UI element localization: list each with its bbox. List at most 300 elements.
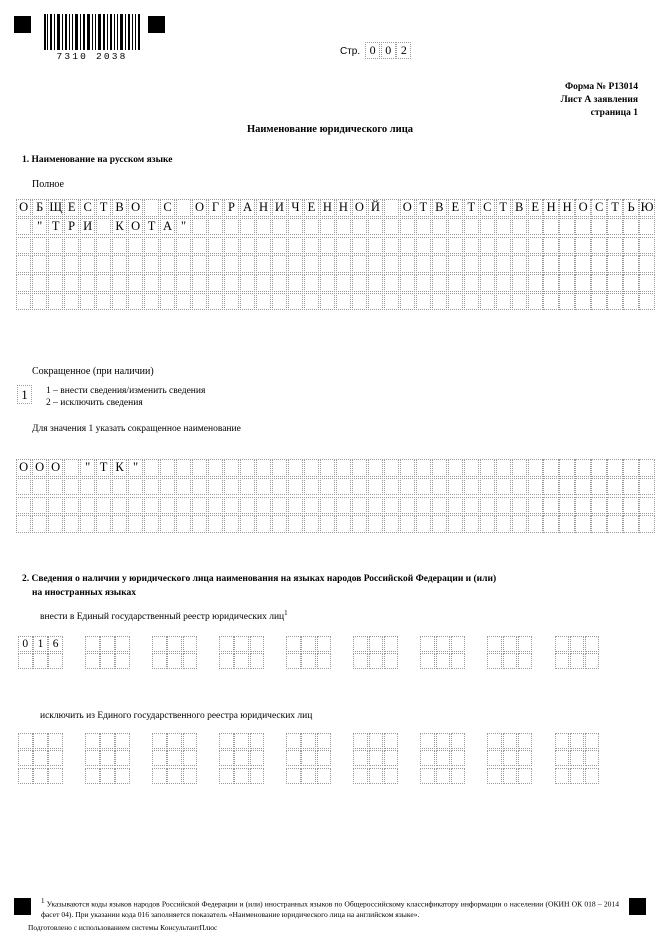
code-cell[interactable] (555, 733, 570, 749)
include-code-group[interactable] (420, 636, 466, 671)
text-cell[interactable] (48, 255, 63, 273)
text-cell[interactable] (416, 478, 431, 496)
text-cell[interactable]: О (32, 459, 47, 477)
text-cell[interactable] (336, 497, 351, 515)
text-cell[interactable] (304, 255, 319, 273)
text-cell[interactable] (400, 274, 415, 292)
code-cell[interactable] (33, 768, 48, 784)
code-cell[interactable] (420, 653, 435, 669)
code-cell[interactable] (85, 636, 100, 652)
code-cell[interactable] (219, 768, 234, 784)
text-cell[interactable] (368, 274, 383, 292)
text-cell[interactable] (32, 497, 47, 515)
text-cell[interactable] (639, 274, 654, 292)
text-cell[interactable]: Р (224, 199, 239, 217)
text-cell[interactable]: Н (559, 199, 574, 217)
text-cell[interactable] (384, 218, 399, 236)
text-cell[interactable] (368, 255, 383, 273)
code-cell[interactable] (487, 636, 502, 652)
text-cell[interactable] (416, 255, 431, 273)
text-cell[interactable] (623, 515, 638, 533)
code-cell[interactable] (369, 768, 384, 784)
text-cell[interactable] (623, 274, 638, 292)
text-cell[interactable] (160, 293, 175, 311)
text-cell[interactable] (607, 255, 622, 273)
text-cell[interactable] (288, 274, 303, 292)
text-cell[interactable] (368, 478, 383, 496)
text-cell[interactable]: Б (32, 199, 47, 217)
text-cell[interactable] (432, 459, 447, 477)
text-cell[interactable]: Т (416, 199, 431, 217)
page-number-cell[interactable]: 0 (365, 42, 380, 59)
text-cell[interactable] (32, 237, 47, 255)
text-cell[interactable] (272, 293, 287, 311)
text-cell[interactable] (416, 459, 431, 477)
text-cell[interactable] (543, 497, 558, 515)
text-cell[interactable] (176, 274, 191, 292)
code-cell[interactable] (85, 768, 100, 784)
code-cell[interactable] (301, 733, 316, 749)
text-cell[interactable] (224, 237, 239, 255)
text-cell[interactable] (144, 497, 159, 515)
text-cell[interactable] (288, 515, 303, 533)
text-cell[interactable] (416, 497, 431, 515)
code-cell[interactable] (585, 733, 600, 749)
code-cell[interactable] (219, 733, 234, 749)
text-cell[interactable] (96, 218, 111, 236)
code-cell[interactable] (518, 750, 533, 766)
code-cell[interactable] (503, 653, 518, 669)
text-cell[interactable] (96, 478, 111, 496)
text-cell[interactable] (512, 459, 527, 477)
text-cell[interactable] (272, 255, 287, 273)
code-cell[interactable] (369, 750, 384, 766)
page-number-cell[interactable]: 2 (396, 42, 411, 59)
code-cell[interactable] (487, 750, 502, 766)
text-cell[interactable] (543, 293, 558, 311)
text-cell[interactable] (96, 497, 111, 515)
text-cell[interactable] (192, 255, 207, 273)
text-cell[interactable] (80, 274, 95, 292)
text-cell[interactable] (400, 293, 415, 311)
exclude-code-group[interactable] (420, 733, 466, 785)
code-cell[interactable] (219, 750, 234, 766)
code-cell[interactable] (115, 750, 130, 766)
code-cell[interactable] (353, 636, 368, 652)
text-cell[interactable] (64, 515, 79, 533)
text-cell[interactable]: Р (64, 218, 79, 236)
text-cell[interactable] (320, 515, 335, 533)
text-cell[interactable] (256, 255, 271, 273)
text-cell[interactable] (256, 497, 271, 515)
text-cell[interactable] (496, 497, 511, 515)
text-cell[interactable] (240, 497, 255, 515)
text-cell[interactable] (480, 237, 495, 255)
code-cell[interactable] (183, 636, 198, 652)
text-cell[interactable]: О (575, 199, 590, 217)
text-cell[interactable] (176, 237, 191, 255)
text-cell[interactable] (208, 255, 223, 273)
text-cell[interactable] (160, 515, 175, 533)
text-cell[interactable] (400, 497, 415, 515)
text-cell[interactable] (607, 274, 622, 292)
text-cell[interactable] (288, 459, 303, 477)
code-cell[interactable] (436, 750, 451, 766)
code-cell[interactable] (301, 636, 316, 652)
text-cell[interactable] (256, 459, 271, 477)
text-cell[interactable] (607, 218, 622, 236)
code-cell[interactable] (353, 750, 368, 766)
text-cell[interactable] (528, 293, 543, 311)
text-cell[interactable] (288, 218, 303, 236)
text-cell[interactable] (400, 255, 415, 273)
code-cell[interactable] (503, 768, 518, 784)
text-cell[interactable] (575, 255, 590, 273)
text-cell[interactable]: Т (96, 459, 111, 477)
code-cell[interactable] (219, 636, 234, 652)
text-cell[interactable] (192, 274, 207, 292)
text-cell[interactable] (528, 274, 543, 292)
text-cell[interactable] (112, 237, 127, 255)
code-cell[interactable] (384, 636, 399, 652)
text-cell[interactable]: В (112, 199, 127, 217)
text-cell[interactable] (208, 515, 223, 533)
text-cell[interactable]: О (128, 199, 143, 217)
code-cell[interactable] (487, 733, 502, 749)
text-cell[interactable] (448, 237, 463, 255)
text-cell[interactable] (416, 515, 431, 533)
text-cell[interactable] (464, 274, 479, 292)
text-cell[interactable]: А (240, 199, 255, 217)
code-cell[interactable] (152, 768, 167, 784)
code-cell[interactable] (115, 636, 130, 652)
text-cell[interactable] (512, 515, 527, 533)
code-cell[interactable] (234, 636, 249, 652)
text-cell[interactable] (352, 515, 367, 533)
text-cell[interactable]: О (128, 218, 143, 236)
text-cell[interactable]: О (16, 459, 31, 477)
text-cell[interactable] (352, 274, 367, 292)
short-name-marker-cell[interactable]: 1 (17, 385, 32, 404)
code-cell[interactable] (487, 768, 502, 784)
code-cell[interactable] (152, 636, 167, 652)
text-cell[interactable] (96, 237, 111, 255)
text-cell[interactable] (591, 293, 606, 311)
text-cell[interactable] (368, 497, 383, 515)
code-cell[interactable]: 1 (33, 636, 48, 652)
code-cell[interactable] (436, 636, 451, 652)
text-cell[interactable] (336, 237, 351, 255)
text-cell[interactable] (607, 497, 622, 515)
text-cell[interactable] (32, 255, 47, 273)
code-cell[interactable] (167, 653, 182, 669)
text-cell[interactable] (48, 293, 63, 311)
text-cell[interactable] (288, 293, 303, 311)
text-cell[interactable] (176, 459, 191, 477)
text-cell[interactable]: С (160, 199, 175, 217)
text-cell[interactable] (16, 293, 31, 311)
text-cell[interactable] (416, 274, 431, 292)
text-cell[interactable] (272, 515, 287, 533)
text-cell[interactable] (128, 478, 143, 496)
text-cell[interactable] (575, 515, 590, 533)
text-cell[interactable] (112, 255, 127, 273)
text-cell[interactable] (591, 255, 606, 273)
text-cell[interactable] (559, 459, 574, 477)
code-cell[interactable] (570, 733, 585, 749)
code-cell[interactable] (33, 750, 48, 766)
text-cell[interactable] (639, 218, 654, 236)
text-cell[interactable]: И (272, 199, 287, 217)
text-cell[interactable] (416, 218, 431, 236)
text-cell[interactable]: Ь (623, 199, 638, 217)
code-cell[interactable] (183, 733, 198, 749)
code-cell[interactable] (100, 636, 115, 652)
text-cell[interactable]: Т (607, 199, 622, 217)
text-cell[interactable] (512, 293, 527, 311)
text-cell[interactable] (368, 218, 383, 236)
text-cell[interactable]: Щ (48, 199, 63, 217)
text-cell[interactable] (512, 478, 527, 496)
text-cell[interactable] (112, 478, 127, 496)
text-cell[interactable] (528, 459, 543, 477)
exclude-code-group[interactable] (353, 733, 399, 785)
code-cell[interactable] (250, 733, 265, 749)
code-cell[interactable] (518, 768, 533, 784)
text-cell[interactable] (336, 515, 351, 533)
text-cell[interactable] (320, 478, 335, 496)
text-cell[interactable] (96, 515, 111, 533)
text-cell[interactable] (96, 274, 111, 292)
text-cell[interactable] (464, 497, 479, 515)
text-cell[interactable] (240, 218, 255, 236)
text-cell[interactable]: С (480, 199, 495, 217)
code-cell[interactable] (234, 653, 249, 669)
code-cell[interactable] (384, 750, 399, 766)
text-cell[interactable]: Й (368, 199, 383, 217)
text-cell[interactable] (272, 237, 287, 255)
text-cell[interactable] (400, 237, 415, 255)
text-cell[interactable] (224, 255, 239, 273)
text-cell[interactable] (432, 497, 447, 515)
text-cell[interactable] (623, 255, 638, 273)
text-cell[interactable]: С (591, 199, 606, 217)
code-cell[interactable] (317, 733, 332, 749)
code-cell[interactable] (234, 768, 249, 784)
text-cell[interactable] (112, 274, 127, 292)
text-cell[interactable] (591, 274, 606, 292)
exclude-code-group[interactable] (555, 733, 601, 785)
exclude-language-code-groups[interactable] (18, 733, 600, 785)
text-cell[interactable] (528, 515, 543, 533)
text-cell[interactable] (623, 478, 638, 496)
code-cell[interactable] (219, 653, 234, 669)
text-cell[interactable] (512, 274, 527, 292)
code-cell[interactable] (317, 750, 332, 766)
text-cell[interactable] (639, 497, 654, 515)
text-cell[interactable]: " (80, 459, 95, 477)
text-cell[interactable] (432, 237, 447, 255)
text-cell[interactable]: О (16, 199, 31, 217)
text-cell[interactable] (639, 293, 654, 311)
code-cell[interactable] (585, 768, 600, 784)
text-cell[interactable]: Т (464, 199, 479, 217)
text-cell[interactable] (224, 274, 239, 292)
text-cell[interactable] (496, 459, 511, 477)
text-cell[interactable] (623, 293, 638, 311)
code-cell[interactable] (48, 653, 63, 669)
text-cell[interactable] (559, 293, 574, 311)
text-cell[interactable] (432, 218, 447, 236)
text-cell[interactable] (368, 293, 383, 311)
code-cell[interactable] (451, 768, 466, 784)
text-cell[interactable] (559, 237, 574, 255)
code-cell[interactable] (555, 653, 570, 669)
text-cell[interactable]: Т (96, 199, 111, 217)
text-cell[interactable]: " (128, 459, 143, 477)
text-cell[interactable] (448, 218, 463, 236)
page-number-grid[interactable] (365, 42, 412, 60)
text-cell[interactable] (304, 459, 319, 477)
code-cell[interactable] (33, 733, 48, 749)
text-cell[interactable] (256, 515, 271, 533)
text-cell[interactable]: Г (208, 199, 223, 217)
code-cell[interactable] (115, 653, 130, 669)
text-cell[interactable]: Е (528, 199, 543, 217)
text-cell[interactable] (528, 497, 543, 515)
text-cell[interactable] (64, 255, 79, 273)
code-cell[interactable] (183, 768, 198, 784)
code-cell[interactable] (183, 653, 198, 669)
text-cell[interactable] (128, 497, 143, 515)
text-cell[interactable] (464, 478, 479, 496)
text-cell[interactable] (240, 478, 255, 496)
text-cell[interactable] (272, 478, 287, 496)
text-cell[interactable] (320, 218, 335, 236)
text-cell[interactable] (623, 237, 638, 255)
text-cell[interactable] (240, 237, 255, 255)
text-cell[interactable] (512, 497, 527, 515)
text-cell[interactable]: Е (64, 199, 79, 217)
text-cell[interactable] (48, 497, 63, 515)
code-cell[interactable]: 6 (48, 636, 63, 652)
text-cell[interactable] (160, 274, 175, 292)
text-cell[interactable]: " (176, 218, 191, 236)
text-cell[interactable] (208, 274, 223, 292)
text-cell[interactable] (623, 497, 638, 515)
text-cell[interactable] (144, 478, 159, 496)
text-cell[interactable]: А (160, 218, 175, 236)
text-cell[interactable] (304, 497, 319, 515)
text-cell[interactable] (543, 218, 558, 236)
code-cell[interactable] (487, 653, 502, 669)
text-cell[interactable] (240, 274, 255, 292)
text-cell[interactable] (80, 497, 95, 515)
text-cell[interactable] (16, 255, 31, 273)
text-cell[interactable] (224, 218, 239, 236)
text-cell[interactable] (623, 459, 638, 477)
text-cell[interactable] (16, 478, 31, 496)
text-cell[interactable] (591, 218, 606, 236)
text-cell[interactable] (512, 255, 527, 273)
text-cell[interactable] (607, 237, 622, 255)
text-cell[interactable] (448, 478, 463, 496)
text-cell[interactable] (320, 459, 335, 477)
text-cell[interactable] (432, 255, 447, 273)
text-cell[interactable] (480, 293, 495, 311)
code-cell[interactable] (286, 768, 301, 784)
text-cell[interactable]: И (80, 218, 95, 236)
text-cell[interactable] (96, 255, 111, 273)
text-cell[interactable] (288, 497, 303, 515)
code-cell[interactable] (369, 636, 384, 652)
text-cell[interactable] (272, 459, 287, 477)
text-cell[interactable]: Ч (288, 199, 303, 217)
code-cell[interactable] (85, 653, 100, 669)
code-cell[interactable] (286, 636, 301, 652)
text-cell[interactable] (208, 218, 223, 236)
code-cell[interactable] (250, 750, 265, 766)
code-cell[interactable] (503, 750, 518, 766)
text-cell[interactable] (464, 293, 479, 311)
text-cell[interactable] (639, 478, 654, 496)
text-cell[interactable]: Е (304, 199, 319, 217)
text-cell[interactable] (448, 274, 463, 292)
code-cell[interactable] (369, 653, 384, 669)
text-cell[interactable] (384, 255, 399, 273)
code-cell[interactable] (48, 768, 63, 784)
code-cell[interactable] (420, 768, 435, 784)
text-cell[interactable] (400, 515, 415, 533)
text-cell[interactable] (352, 293, 367, 311)
text-cell[interactable] (304, 293, 319, 311)
text-cell[interactable] (160, 478, 175, 496)
text-cell[interactable] (64, 459, 79, 477)
text-cell[interactable] (272, 218, 287, 236)
text-cell[interactable] (543, 237, 558, 255)
text-cell[interactable] (352, 497, 367, 515)
code-cell[interactable] (570, 768, 585, 784)
text-cell[interactable] (480, 274, 495, 292)
text-cell[interactable]: О (352, 199, 367, 217)
text-cell[interactable] (48, 237, 63, 255)
text-cell[interactable]: Е (448, 199, 463, 217)
text-cell[interactable]: С (80, 199, 95, 217)
text-cell[interactable] (304, 218, 319, 236)
text-cell[interactable] (112, 515, 127, 533)
text-cell[interactable] (336, 255, 351, 273)
text-cell[interactable] (575, 459, 590, 477)
code-cell[interactable] (503, 636, 518, 652)
text-cell[interactable] (128, 515, 143, 533)
text-cell[interactable] (176, 478, 191, 496)
text-cell[interactable] (80, 478, 95, 496)
text-cell[interactable] (464, 218, 479, 236)
code-cell[interactable] (100, 750, 115, 766)
code-cell[interactable] (369, 733, 384, 749)
text-cell[interactable] (128, 293, 143, 311)
text-cell[interactable]: Н (543, 199, 558, 217)
text-cell[interactable] (320, 274, 335, 292)
code-cell[interactable] (384, 768, 399, 784)
code-cell[interactable] (317, 768, 332, 784)
text-cell[interactable] (320, 255, 335, 273)
text-cell[interactable] (559, 218, 574, 236)
code-cell[interactable] (100, 653, 115, 669)
text-cell[interactable] (128, 255, 143, 273)
text-cell[interactable] (224, 478, 239, 496)
text-cell[interactable] (496, 218, 511, 236)
